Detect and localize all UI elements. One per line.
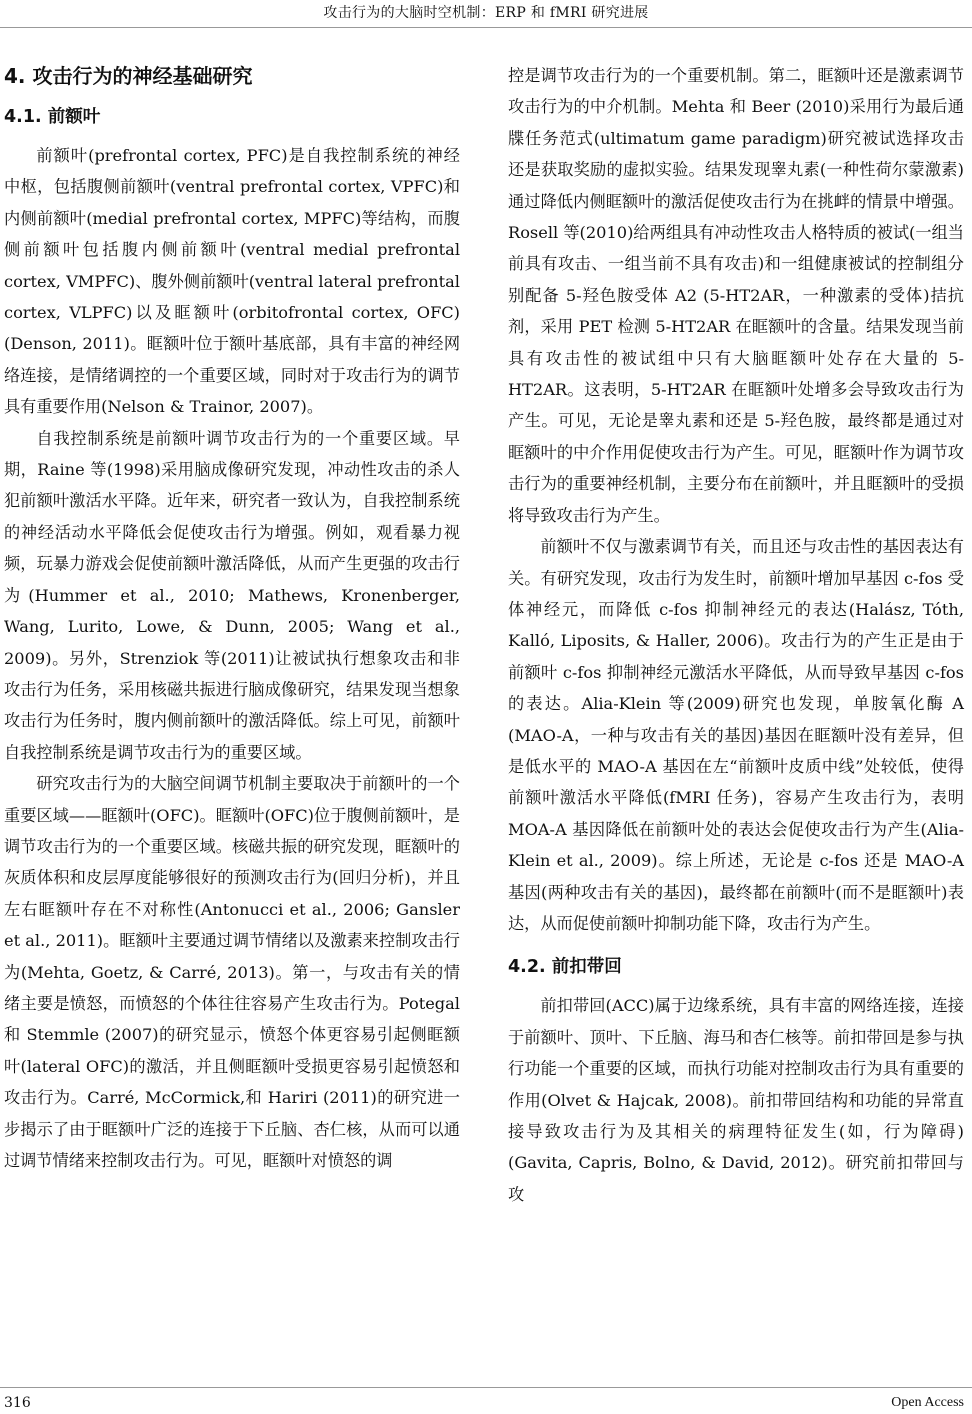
- body-paragraph: 前额叶(prefrontal cortex, PFC)是自我控制系统的神经中枢，包括腹侧前额叶(ventral prefrontal cortex, VPFC)和内侧前额叶(medial prefrontal cortex, MPFC)等结构，而腹侧前额叶包括腹内侧前额叶(ventral medial prefrontal cortex, VMPFC)、腹外侧前额叶(ventral lateral prefrontal cortex, VLPFC)以及眶额叶(orbitofrontal cortex, OFC) (Denson, 2011)。眶额叶位于额叶基底部，具有丰富的神经网络连接，是情绪调控的一个重要区域，同时对于攻击行为的调节具有重要作用(Nelson & Trainor, 2007)。: [4, 146, 460, 417]
- publisher-label: Open Access: [891, 1395, 964, 1410]
- footer-divider: [0, 1387, 972, 1388]
- right-column: [508, 60, 964, 1210]
- body-paragraph: 前额叶不仅与激素调节有关，而且还与攻击性的基因表达有关。有研究发现，攻击行为发生时，前额叶增加早基因 c-fos 受体神经元，而降低 c-fos 抑制神经元的表达(Halász, Tóth, Kalló, Liposits, & Haller, 2006)。攻击行为的产生正是由于前额叶 c-fos 抑制神经元激活水平降低，从而导致早基因 c-fos 的表达。Alia-Klein 等(2009)研究也发现，单胺氧化酶 A (MAO-A，一种与攻击有关的基因)基因在眶额叶没有差异，但是低水平的 MAO-A 基因在左“前额叶皮质中线”处较低，使得前额叶激活水平降低(fMRI 任务)，容易产生攻击行为，表明 MOA-A 基因降低在前额叶处的表达会促使攻击行为产生(Alia-Klein et al., 2009)。综上所述，无论是 c-fos 还是 MAO-A 基因(两种攻击有关的基因)，最终都在前额叶(而不是眶额叶)表达，从而促使前额叶抑制功能下降，攻击行为产生。: [508, 537, 964, 933]
- subsection-heading-4-2: 4.2. 前扣带回: [508, 957, 622, 978]
- body-paragraph-continued: 控是调节攻击行为的一个重要机制。第二，眶额叶还是激素调节攻击行为的中介机制。Mehta 和 Beer (2010)采用行为最后通牒任务范式(ultimatum game paradigm)研究被试选择攻击还是获取奖励的虚拟实验。结果发现睾丸素(一种性荷尔蒙激素)通过降低内侧眶额叶的激活促使攻击行为在挑衅的情景中增强。Rosell 等(2010)给两组具有冲动性攻击人格特质的被试(一组当前具有攻击、一组当前不具有攻击)和一组健康被试的控制组分别配备 5-羟色胺受体 A2 (5-HT2AR，一种激素的受体)拮抗剂，采用 PET 检测 5-HT2AR 在眶额叶的含量。结果发现当前具有攻击性的被试组中只有大脑眶额叶处存在大量的 5-HT2AR。这表明，5-HT2AR 在眶额叶处增多会导致攻击行为产生。可见，无论是睾丸素和还是 5-羟色胺，最终都是通过对眶额叶的中介作用促使攻击行为产生。可见，眶额叶作为调节攻击行为的重要神经机制，主要分布在前额叶，并且眶额叶的受损将导致攻击行为产生。: [508, 66, 964, 525]
- header-divider: [0, 27, 972, 28]
- section-heading: 4. 攻击行为的神经基础研究: [4, 64, 253, 88]
- running-title: 攻击行为的大脑时空机制：ERP 和 fMRI 研究进展: [323, 5, 649, 21]
- body-paragraph: 研究攻击行为的大脑空间调节机制主要取决于前额叶的一个重要区域——眶额叶(OFC)。眶额叶(OFC)位于腹侧前额叶，是调节攻击行为的一个重要区域。核磁共振的研究发现，眶额叶的灰质体积和皮层厚度能够很好的预测攻击行为(回归分析)，并且左右眶额叶存在不对称性(Antonucci et al., 2006; Gansler et al., 2011)。眶额叶主要通过调节情绪以及激素来控制攻击行为(Mehta, Goetz, & Carré, 2013)。第一，与攻击有关的情绪主要是愤怒，而愤怒的个体往往容易产生攻击行为。Potegal 和 Stemmle (2007)的研究显示，愤怒个体更容易引起侧眶额叶(lateral OFC)的激活，并且侧眶额叶受损更容易引起愤怒和攻击行为。Carré, McCormick,和 Hariri (2011)的研究进一步揭示了由于眶额叶广泛的连接于下丘脑、杏仁核，从而可以通过调节情绪来控制攻击行为。可见，眶额叶对愤怒的调: [4, 774, 460, 1170]
- body-paragraph: 自我控制系统是前额叶调节攻击行为的一个重要区域。早期，Raine 等(1998)采用脑成像研究发现，冲动性攻击的杀人犯前额叶激活水平降。近年来，研究者一致认为，自我控制系统的神经活动水平降低会促使攻击行为增强。例如，观看暴力视频，玩暴力游戏会促使前额叶激活降低，从而产生更强的攻击行为(Hummer et al., 2010; Mathews, Kronenberger, Wang, Lurito, Lowe, & Dunn, 2005; Wang et al., 2009)。另外，Strenziok 等(2011)让被试执行想象攻击和非攻击行为任务，采用核磁共振进行脑成像研究，结果发现当想象攻击行为任务时，腹内侧前额叶的激活降低。综上可见，前额叶自我控制系统是调节攻击行为的重要区域。: [4, 428, 460, 762]
- subsection-heading-4-1: 4.1. 前额叶: [4, 107, 101, 127]
- body-paragraph: 前扣带回(ACC)属于边缘系统，具有丰富的网络连接，连接于前额叶、顶叶、下丘脑、海马和杏仁核等。前扣带回是参与执行功能一个重要的区域，而执行功能对控制攻击行为具有重要的作用(Olvet & Hajcak, 2008)。前扣带回结构和功能的异常直接导致攻击行为及其相关的病理特征发生(如，行为障碍) (Gavita, Capris, Bolno, & David, 2012)。研究前扣带回与攻: [508, 996, 964, 1204]
- page-number: 316: [4, 1395, 31, 1411]
- left-column: [4, 50, 460, 1176]
